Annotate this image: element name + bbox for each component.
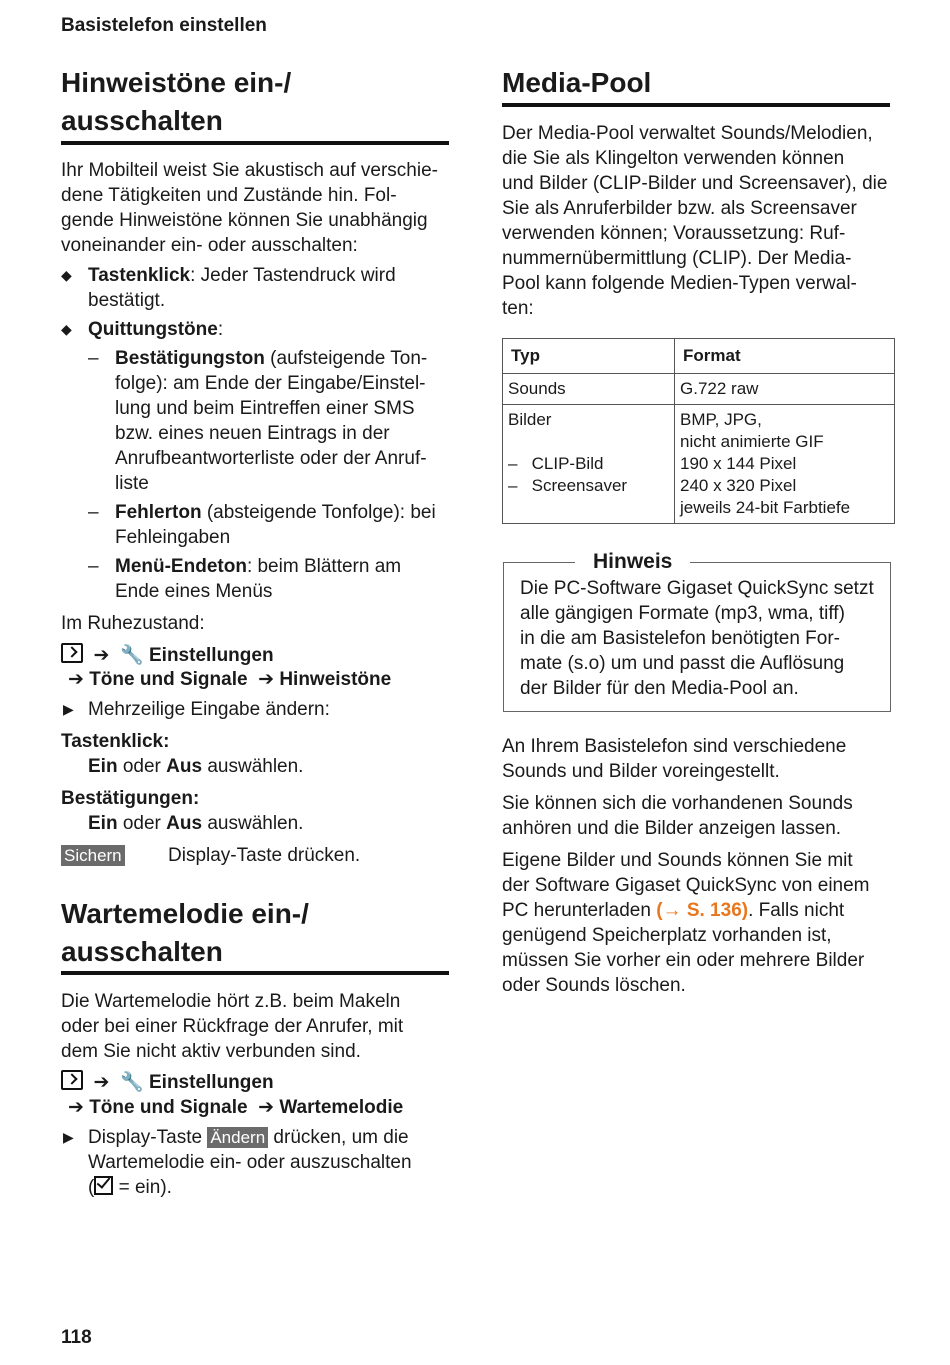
wrench-icon: 🔧: [120, 1072, 144, 1093]
diamond-bullet-icon: ◆: [61, 267, 72, 283]
page-reference-link[interactable]: (→ S. 136): [656, 900, 749, 921]
sichern-softkey: Sichern: [61, 845, 125, 866]
table-header-row: [503, 339, 895, 374]
intro-paragraph: Ihr Mobilteil weist Sie akustisch auf verschie- dene Tätigkeiten und Zustände hin. Fol- gende Hinweistöne können Sie unabhängig voneinander ein- oder ausschalten:: [61, 160, 438, 256]
menu-key-icon: [61, 643, 83, 663]
paragraph-download: Eigene Bilder und Sounds können Sie mit der Software Gigaset QuickSync von einem PC herunterladen (→ S. 136). Falls nicht genügend Speicherplatz vorhanden ist, müssen Sie vorher ein oder mehrere Bilder oder Sounds löschen.: [502, 850, 870, 996]
paragraph-preset: An Ihrem Basistelefon sind verschiedene Sounds und Bilder voreingestellt.: [502, 736, 847, 782]
step-mehrzeilige-eingabe: ▶ Mehrzeilige Eingabe ändern:: [63, 699, 330, 720]
media-pool-intro: Der Media-Pool verwaltet Sounds/Melodien, die Sie als Klingelton verwenden können und Bilder (CLIP-Bilder und Screensaver), die Sie als Anruferbilder bzw. als Screensaver verwenden können; Voraussetzung: Ruf- nummernübermittlung (CLIP). Der Media- Pool kann folgende Medien-Typen verwal- ten:: [502, 123, 888, 319]
menu-path-1: ➔ 🔧 Einstellungen: [61, 643, 274, 668]
aendern-softkey: Ändern: [207, 1127, 268, 1148]
table-header-format: Format: [675, 339, 895, 374]
idle-state-label: Im Ruhezustand:: [61, 613, 205, 634]
sub-fehlerton: – Fehlerton (absteigende Tonfolge): bei Fehleingaben: [88, 502, 436, 548]
title-rule: [502, 103, 890, 107]
menu-path-1-line2: ➔ Töne und Signale ➔ Hinweistöne: [68, 669, 392, 690]
media-types-table: [502, 338, 895, 524]
arrow-right-icon: ➔: [68, 1097, 90, 1118]
diamond-bullet-icon: ◆: [61, 321, 72, 337]
checkbox-checked-icon: [94, 1176, 113, 1195]
title-rule: [61, 141, 449, 145]
arrow-right-icon: ➔: [252, 669, 280, 690]
running-header: Basistelefon einstellen: [61, 15, 267, 36]
option-bestaetigungen: Bestätigungen: Ein oder Aus auswählen.: [61, 788, 304, 834]
note-title: Hinweis: [575, 549, 690, 574]
section-title-hinweistoene: Hinweistöne ein-/ ausschalten: [61, 67, 292, 136]
softkey-description: Display-Taste drücken.: [168, 845, 361, 866]
menu-path-2: ➔ 🔧 Einstellungen: [61, 1070, 274, 1095]
wartemelodie-intro: Die Wartemelodie hört z.B. beim Makeln oder bei einer Rückfrage der Anrufer, mit dem Sie nicht aktiv verbunden sind.: [61, 991, 404, 1062]
table-row: Bilder – CLIP-Bild – Screensaver BMP, JPG, nicht animierte GIF 190 x 144 Pixel 240 x 320 Pixel jeweils 24-bit Farbtiefe: [503, 405, 895, 524]
table-header-typ: Typ: [503, 339, 675, 374]
bullet-tastenklick: ◆ Tastenklick: Jeder Tastendruck wird bestätigt.: [61, 265, 396, 311]
sub-bestaetigungston: – Bestätigungston (aufsteigende Ton- folge): am Ende der Eingabe/Einstel- lung und beim Eintreffen einer SMS bzw. eines neuen Eintrags in der Anrufbeantworterliste oder der Anruf- liste: [88, 348, 428, 494]
arrow-right-icon: ➔: [88, 1072, 115, 1093]
arrow-right-icon: ➔: [68, 669, 90, 690]
menu-key-icon: [61, 1070, 83, 1090]
section-title-media-pool: Media-Pool: [502, 67, 652, 98]
title-rule: [61, 971, 449, 975]
sub-menue-endeton: – Menü-Endeton: beim Blättern am Ende eines Menüs: [88, 556, 402, 602]
step-triangle-icon: ▶: [63, 701, 74, 717]
table-row: Sounds G.722 raw: [503, 374, 895, 405]
page-number: 118: [61, 1327, 92, 1348]
section-title-wartemelodie: Wartemelodie ein-/ ausschalten: [61, 898, 309, 967]
step-triangle-icon: ▶: [63, 1129, 74, 1145]
menu-path-2-line2: ➔ Töne und Signale ➔ Wartemelodie: [68, 1097, 404, 1118]
option-tastenklick: Tastenklick: Ein oder Aus auswählen.: [61, 731, 304, 777]
arrow-right-icon: ➔: [88, 645, 115, 666]
step-wartemelodie: ▶ Display-Taste Ändern drücken, um die Wartemelodie ein- oder auszuschalten ( = ein).: [63, 1127, 412, 1198]
bullet-quittungstoene: ◆ Quittungstöne:: [61, 319, 224, 340]
note-text: Die PC-Software Gigaset QuickSync setzt alle gängigen Formate (mp3, wma, tiff) in die am Basistelefon benötigten For- mate (s.o) um und passt die Auflösung der Bilder für den Media-Pool an.: [520, 578, 874, 699]
paragraph-listen: Sie können sich die vorhandenen Sounds anhören und die Bilder anzeigen lassen.: [502, 793, 853, 839]
arrow-right-icon: ➔: [252, 1097, 280, 1118]
wrench-icon: 🔧: [120, 645, 144, 666]
softkey-step: [61, 843, 125, 868]
